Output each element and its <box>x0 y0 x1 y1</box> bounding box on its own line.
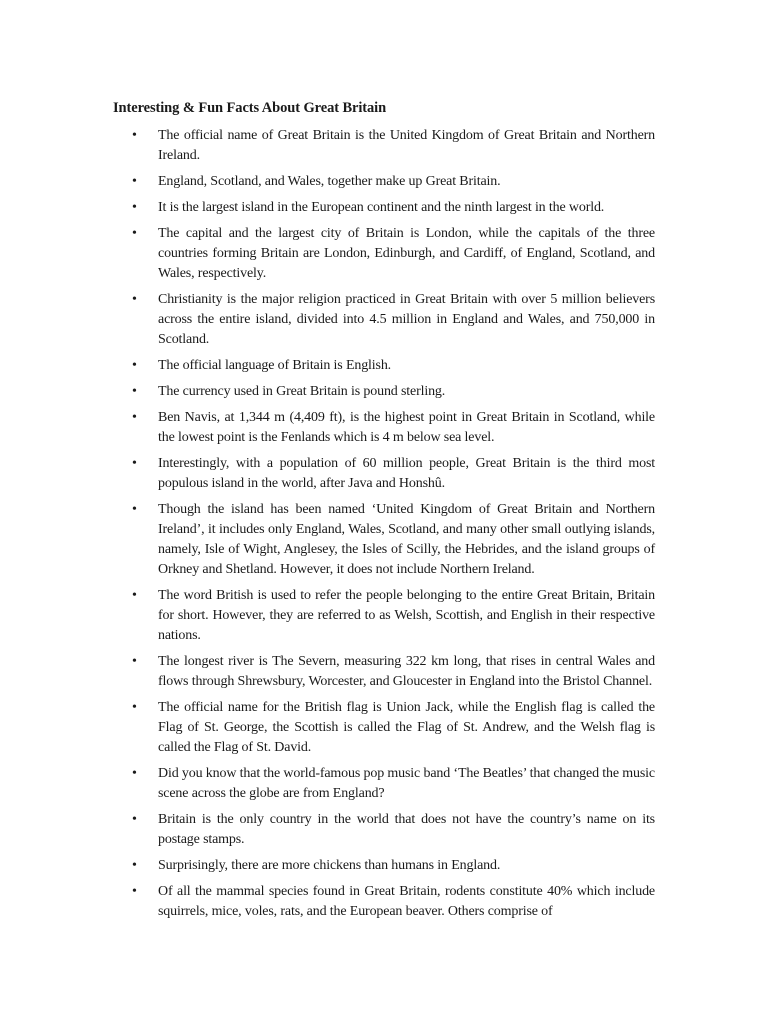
fact-list-item <box>113 408 655 448</box>
fact-list-item <box>113 586 655 646</box>
fact-text: Interestingly, with a population of 60 million people, Great Britain is the third most populous island in the world, after Java and Honshû. <box>158 456 655 491</box>
fact-list-item <box>113 882 655 922</box>
bullet-icon: • <box>132 200 137 215</box>
fact-text: Ben Navis, at 1,344 m (4,409 ft), is the highest point in Great Britain in Scotland, while the lowest point is the Fenlands which is 4 m below sea level. <box>158 410 655 445</box>
fact-list-item <box>113 764 655 804</box>
document-title: Interesting & Fun Facts About Great Britain <box>113 100 387 116</box>
bullet-icon: • <box>132 358 137 373</box>
bullet-icon: • <box>132 884 137 899</box>
fact-list-item <box>113 224 655 284</box>
fact-list-item <box>113 500 655 580</box>
fact-text: Of all the mammal species found in Great Britain, rodents constitute 40% which include squirrels, mice, voles, rats, and the European beaver. Others comprise of <box>158 884 655 919</box>
fact-text: The currency used in Great Britain is pound sterling. <box>158 384 446 399</box>
fact-list-item <box>113 382 655 402</box>
fact-text: England, Scotland, and Wales, together make up Great Britain. <box>158 174 501 189</box>
bullet-icon: • <box>132 292 137 307</box>
fact-text: Though the island has been named ‘United Kingdom of Great Britain and Northern Ireland’, it includes only England, Wales, Scotland, and many other small outlying islands, namely, Isle of Wight, Anglesey, the Isles of Scilly, the Hebrides, and the island groups of Orkney and Shetland. However, it does not include Northern Ireland. <box>158 502 655 577</box>
fact-text: The capital and the largest city of Britain is London, while the capitals of the three countries forming Britain are London, Edinburgh, and Cardiff, of England, Scotland, and Wales, respectively. <box>158 226 655 281</box>
bullet-icon: • <box>132 766 137 781</box>
bullet-icon: • <box>132 654 137 669</box>
fact-list-item <box>113 126 655 166</box>
bullet-icon: • <box>132 410 137 425</box>
fact-list-item <box>113 652 655 692</box>
fact-text: Did you know that the world-famous pop music band ‘The Beatles’ that changed the music scene across the globe are from England? <box>158 766 655 801</box>
bullet-icon: • <box>132 588 137 603</box>
bullet-icon: • <box>132 858 137 873</box>
fact-list-item <box>113 290 655 350</box>
bullet-icon: • <box>132 384 137 399</box>
facts-list <box>113 126 655 928</box>
fact-list-item <box>113 810 655 850</box>
bullet-icon: • <box>132 226 137 241</box>
fact-text: The longest river is The Severn, measuring 322 km long, that rises in central Wales and flows through Shrewsbury, Worcester, and Gloucester in England into the Bristol Channel. <box>158 654 655 689</box>
bullet-icon: • <box>132 128 137 143</box>
fact-text: Surprisingly, there are more chickens than humans in England. <box>158 858 501 873</box>
fact-list-item <box>113 698 655 758</box>
fact-text: The official language of Britain is English. <box>158 358 392 373</box>
fact-list-item <box>113 856 655 876</box>
fact-text: Christianity is the major religion practiced in Great Britain with over 5 million believers across the entire island, divided into 4.5 million in England and Wales, and 750,000 in Scotland. <box>158 292 655 347</box>
bullet-icon: • <box>132 502 137 517</box>
fact-list-item <box>113 454 655 494</box>
bullet-icon: • <box>132 456 137 471</box>
fact-list-item <box>113 356 655 376</box>
bullet-icon: • <box>132 700 137 715</box>
fact-text: Britain is the only country in the world that does not have the country’s name on its postage stamps. <box>158 812 655 847</box>
fact-text: The official name for the British flag is Union Jack, while the English flag is called the Flag of St. George, the Scottish is called the Flag of St. Andrew, and the Welsh flag is called the Flag of St. David. <box>158 700 655 755</box>
fact-text: It is the largest island in the European continent and the ninth largest in the world. <box>158 200 605 215</box>
fact-text: The word British is used to refer the people belonging to the entire Great Britain, Britain for short. However, they are referred to as Welsh, Scottish, and English in their respective nations. <box>158 588 655 643</box>
bullet-icon: • <box>132 812 137 827</box>
fact-list-item <box>113 172 655 192</box>
bullet-icon: • <box>132 174 137 189</box>
fact-text: The official name of Great Britain is the United Kingdom of Great Britain and Northern Ireland. <box>158 128 655 163</box>
fact-list-item <box>113 198 655 218</box>
